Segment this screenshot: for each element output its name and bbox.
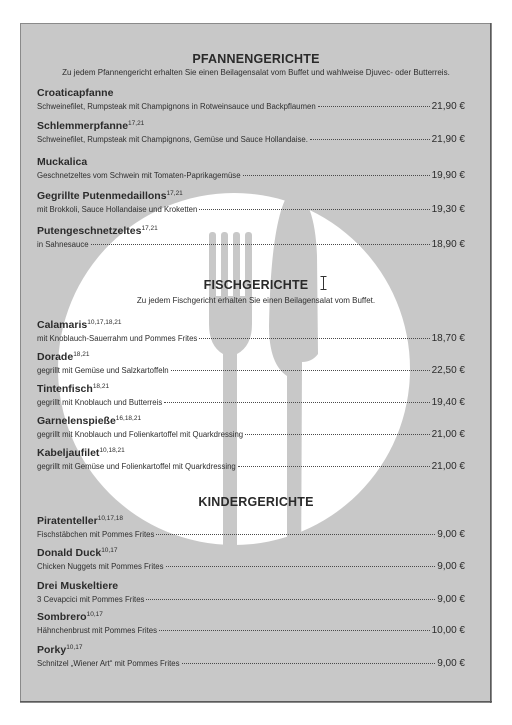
dish-price: 19,30 €	[431, 204, 465, 215]
list-item	[37, 383, 465, 408]
dish-description: gegrillt mit Gemüse und Folienkartoffel mit Quarkdressing	[37, 462, 236, 471]
allergen-codes: 17,21	[141, 225, 158, 232]
dotted-leader	[245, 434, 429, 435]
dish-price: 18,70 €	[431, 333, 465, 344]
dish-description: Schnitzel „Wiener Art“ mit Pommes Frites	[37, 659, 180, 668]
dotted-leader	[159, 630, 430, 631]
list-item	[37, 611, 465, 636]
list-item	[37, 547, 465, 572]
dish-description: Schweinefilet, Rumpsteak mit Champignons in Rotweinsauce und Backpflaumen	[37, 102, 316, 111]
dish-description: gegrillt mit Knoblauch und Folienkartoffel mit Quarkdressing	[37, 430, 244, 439]
list-item	[37, 447, 465, 472]
dish-name: Sombrero$^{10,17}$	[37, 611, 103, 623]
list-item	[37, 87, 465, 112]
dish-name: Dorade$^{18,21}$	[37, 351, 90, 363]
dish-name: Piratenteller$^{10,17,18}$	[37, 515, 124, 527]
section-title: PFANNENGERICHTE	[192, 52, 320, 66]
allergen-codes: 17,21	[128, 120, 145, 127]
dish-price: 10,00 €	[431, 625, 465, 636]
section-title: KINDERGERICHTE	[198, 495, 314, 509]
list-item	[37, 415, 465, 440]
dish-name: Tintenfisch$^{18,21}$	[37, 383, 110, 395]
dish-name: Donald Duck$^{10,17}$	[37, 547, 118, 559]
dish-name: Porky$^{10,17}$	[37, 644, 83, 656]
list-item	[37, 319, 465, 344]
dotted-leader	[310, 139, 430, 140]
allergen-codes: 10,17	[101, 547, 118, 554]
allergen-codes: 18,21	[92, 383, 110, 390]
dish-name: Drei Muskeltiere	[37, 580, 119, 592]
dotted-leader	[243, 175, 430, 176]
dish-price: 22,50 €	[431, 365, 465, 376]
dish-price: 18,90 €	[431, 239, 465, 250]
allergen-codes: 18,21	[73, 351, 90, 358]
allergen-codes: 17,21	[166, 190, 183, 197]
page-shadow-bottom	[20, 701, 492, 702]
dish-description: Chicken Nuggets mit Pommes Frites	[37, 562, 164, 571]
dish-description: Hähnchenbrust mit Pommes Frites	[37, 626, 158, 635]
dish-price: 21,90 €	[431, 134, 465, 145]
dish-name: Putengeschnetzeltes$^{17,21}$	[37, 225, 158, 237]
allergen-codes: 10,17,18,21	[87, 319, 122, 326]
dish-description: Fischstäbchen mit Pommes Frites	[37, 530, 155, 539]
dotted-leader	[182, 663, 436, 664]
dish-price: 19,40 €	[431, 397, 465, 408]
dish-name: Kabeljaufilet$^{10,18,21}$	[37, 447, 125, 459]
dish-price: 21,90 €	[431, 101, 465, 112]
dotted-leader	[199, 338, 429, 339]
dotted-leader	[164, 402, 429, 403]
allergen-codes: 10,17	[86, 611, 103, 618]
list-item	[37, 190, 465, 215]
dish-price: 9,00 €	[437, 658, 465, 669]
dotted-leader	[171, 370, 430, 371]
dish-description: in Sahnesauce	[37, 240, 89, 249]
allergen-codes: 16,18,21	[115, 415, 142, 422]
dish-price: 21,00 €	[431, 461, 465, 472]
dish-name: Garnelenspieße$^{16,18,21}$	[37, 415, 142, 427]
dish-price: 19,90 €	[431, 170, 465, 181]
dish-description: mit Brokkoli, Sauce Hollandaise und Kroketten	[37, 205, 198, 214]
allergen-codes: 10,17,18	[97, 515, 124, 522]
allergen-codes: 10,18,21	[99, 447, 125, 454]
dotted-leader	[156, 534, 435, 535]
dish-description: 3 Cevapcici mit Pommes Frites	[37, 595, 145, 604]
dish-name: Muckalica	[37, 156, 88, 168]
dish-description: gegrillt mit Gemüse und Salzkartoffeln	[37, 366, 169, 375]
dish-price: 9,00 €	[437, 561, 465, 572]
dish-name: Schlemmerpfanne$^{17,21}$	[37, 120, 145, 132]
dish-description: Geschnetzeltes vom Schwein mit Tomaten-Paprikagemüse	[37, 171, 241, 180]
list-item	[37, 120, 465, 145]
dish-description: gegrillt mit Knoblauch und Butterreis	[37, 398, 163, 407]
dotted-leader	[318, 106, 430, 107]
dish-name: Gegrillte Putenmedaillons$^{17,21}$	[37, 190, 183, 202]
dish-price: 9,00 €	[437, 529, 465, 540]
allergen-codes: 10,17	[66, 644, 83, 651]
list-item	[37, 225, 465, 250]
dotted-leader	[166, 566, 436, 567]
section-subtitle: Zu jedem Pfannengericht erhalten Sie einen Beilagensalat vom Buffet und wahlweise Djuvec- oder Butterreis.	[62, 68, 450, 77]
dish-price: 9,00 €	[437, 594, 465, 605]
list-item	[37, 156, 465, 181]
dotted-leader	[91, 244, 430, 245]
list-item	[37, 580, 465, 605]
dotted-leader	[199, 209, 429, 210]
section-title: FISCHGERICHTE	[203, 278, 309, 292]
page-shadow-right	[490, 23, 491, 703]
list-item	[37, 644, 465, 669]
dish-price: 21,00 €	[431, 429, 465, 440]
section-subtitle: Zu jedem Fischgericht erhalten Sie einen Beilagensalat vom Buffet.	[136, 296, 376, 305]
list-item	[37, 351, 465, 376]
dish-description: Schweinefilet, Rumpsteak mit Champignons, Gemüse und Sauce Hollandaise.	[37, 135, 308, 144]
dotted-leader	[146, 599, 435, 600]
dish-name: Croaticapfanne	[37, 87, 114, 99]
list-item	[37, 515, 465, 540]
dish-description: mit Knoblauch-Sauerrahm und Pommes Frites	[37, 334, 198, 343]
text-cursor-icon	[320, 276, 327, 290]
dish-name: Calamaris$^{10,17,18,21}$	[37, 319, 122, 331]
menu-page	[20, 23, 492, 703]
dotted-leader	[238, 466, 430, 467]
